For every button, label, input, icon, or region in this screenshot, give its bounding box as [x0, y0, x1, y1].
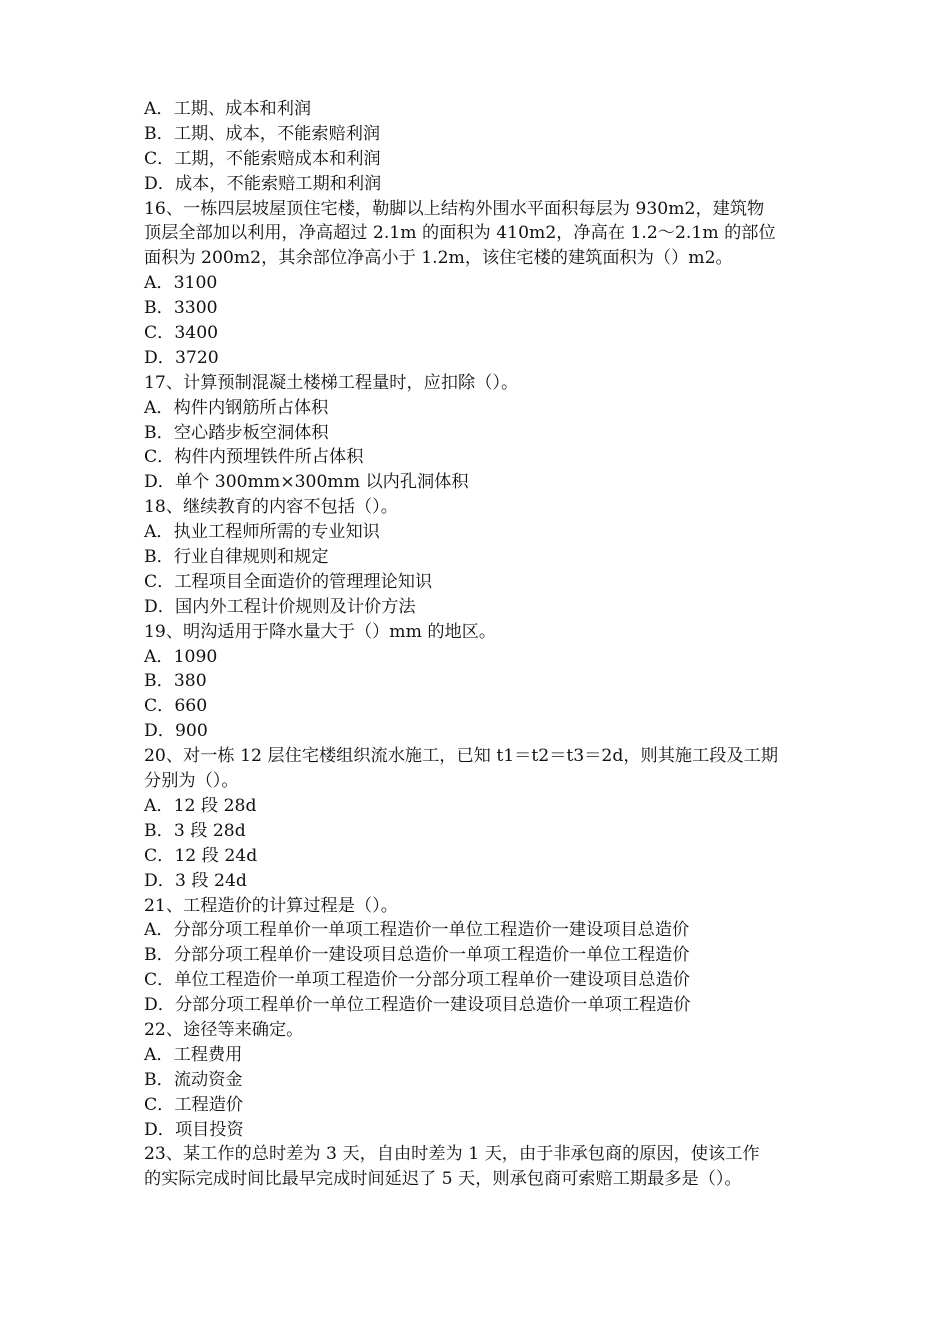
option-d-q19: D．900 [144, 721, 208, 742]
option-a-q17: A．构件内钢筋所占体积 [144, 397, 329, 418]
option-a-q22: A．工程费用 [144, 1044, 243, 1065]
option-a-q20: A．12 段 28d [144, 795, 257, 816]
question-22: 22、途径等来确定。 [144, 1019, 304, 1040]
question-20-line-2: 分别为（）。 [144, 771, 239, 792]
option-d-q21: D．分部分项工程单价一单位工程造价一建设项目总造价一单项工程造价 [144, 995, 691, 1016]
option-a-q15: A．工期、成本和利润 [144, 99, 312, 119]
option-b-q22: B．流动资金 [144, 1069, 243, 1090]
option-d-q20: D．3 段 24d [144, 870, 247, 891]
option-b-q19: B．380 [144, 671, 207, 692]
option-c-q16: C．3400 [144, 323, 219, 344]
question-17: 17、计算预制混凝土楼梯工程量时，应扣除（）。 [144, 372, 519, 393]
question-16-line-1: 16、一栋四层坡屋顶住宅楼，勒脚以上结构外围水平面积每层为 930m2，建筑物 [144, 198, 765, 219]
option-c-q18: C．工程项目全面造价的管理理论知识 [144, 571, 433, 592]
question-20-line-1: 20、对一栋 12 层住宅楼组织流水施工，已知 t1＝t2＝t3＝2d，则其施工段及工期 [144, 746, 779, 767]
option-d-q17: D．单个 300mm×300mm 以内孔洞体积 [144, 472, 469, 493]
option-a-q18: A．执业工程师所需的专业知识 [144, 522, 380, 543]
option-c-q17: C．构件内预埋铁件所占体积 [144, 447, 364, 468]
option-a-q16: A．3100 [144, 273, 218, 294]
question-23-line-2: 的实际完成时间比最早完成时间延迟了 5 天，则承包商可索赔工期最多是（）。 [144, 1169, 742, 1190]
option-c-q20: C．12 段 24d [144, 845, 258, 866]
option-d-q18: D．国内外工程计价规则及计价方法 [144, 596, 416, 617]
option-d-q16: D．3720 [144, 347, 219, 368]
option-b-q21: B．分部分项工程单价一建设项目总造价一单项工程造价一单位工程造价 [144, 945, 690, 966]
question-18: 18、继续教育的内容不包括（）。 [144, 497, 398, 518]
option-c-q21: C．单位工程造价一单项工程造价一分部分项工程单价一建设项目总造价 [144, 970, 690, 991]
option-d-q15: D．成本，不能索赔工期和利润 [144, 173, 382, 194]
option-c-q15: C．工期，不能索赔成本和利润 [144, 148, 381, 169]
option-b-q17: B．空心踏步板空洞体积 [144, 422, 329, 443]
question-16-line-3: 面积为 200m2，其余部位净高小于 1.2m，该住宅楼的建筑面积为（）m2。 [144, 248, 733, 269]
question-21: 21、工程造价的计算过程是（）。 [144, 895, 398, 916]
document-page [144, 97, 816, 1192]
option-a-q21: A．分部分项工程单价一单项工程造价一单位工程造价一建设项目总造价 [144, 920, 690, 941]
option-b-q15: B．工期、成本，不能索赔利润 [144, 123, 381, 144]
question-16-line-2: 顶层全部加以利用，净高超过 2.1m 的面积为 410m2，净高在 1.2～2.1m 的部位 [144, 223, 776, 244]
question-19: 19、明沟适用于降水量大于（）mm 的地区。 [144, 621, 497, 642]
option-b-q16: B．3300 [144, 298, 218, 319]
option-d-q22: D．项目投资 [144, 1119, 244, 1140]
option-b-q18: B．行业自律规则和规定 [144, 547, 329, 568]
option-b-q20: B．3 段 28d [144, 820, 246, 841]
option-c-q22: C．工程造价 [144, 1094, 244, 1115]
question-23-line-1: 23、某工作的总时差为 3 天，自由时差为 1 天，由于非承包商的原因，使该工作 [144, 1144, 760, 1165]
option-a-q19: A．1090 [144, 646, 218, 667]
option-c-q19: C．660 [144, 696, 208, 717]
